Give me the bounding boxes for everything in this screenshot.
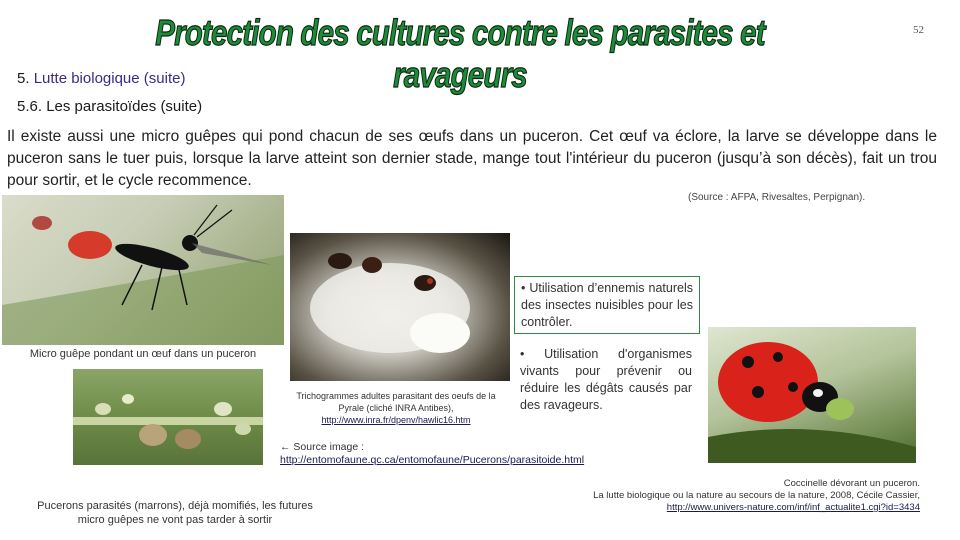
trichogramma-photo [290,233,510,381]
wasp-photo [2,195,284,345]
trichogramma-caption-text: Trichogrammes adultes parasitant des oeufs de la Pyrale (cliché INRA Antibes), [296,391,496,413]
source-image [280,441,585,467]
page-number: 52 [913,24,924,36]
ladybug-caption-line1: Coccinelle dévorant un puceron. [783,478,920,489]
bullet-box-enemies: • Utilisation d’ennemis naturels des insectes nuisibles pour les contrôler. [514,276,700,334]
wasp-illustration [2,195,284,345]
section-number: 5. [17,70,30,87]
aphids-photo [73,369,263,465]
ladybug-link[interactable]: http://www.univers-nature.com/inf/inf_actualite1.cgi?id=3434 [666,502,920,513]
ladybug-photo [708,327,916,463]
arrow-left-icon: ← [280,441,291,453]
ladybug-caption-line2: La lutte biologique ou la nature au secours de la nature, 2008, Cécile Cassier, [593,490,920,501]
section-heading [17,70,185,87]
trichogramma-illustration [290,233,510,381]
source-image-label [280,441,510,454]
intro-paragraph: Il existe aussi une micro guêpes qui pond chacun de ses œufs dans un puceron. Cet œuf va éclore, la larve se développe dans le puceron sans le tuer puis, lorsque la larve atteint son dernier stade, mange tout l'intérieur du puceron (jusqu’à son décès), fait un trou pour sortir, et le cycle recommence. [7,128,937,189]
source-note: (Source : AFPA, Rivesaltes, Perpignan). [688,192,866,203]
subsection-title: Les parasitoïdes (suite) [46,98,203,115]
bullet-organisms: • Utilisation d'organismes vivants pour prévenir ou réduire les dégâts causés par des ravageurs. [520,347,692,412]
wasp-caption: Micro guêpe pondant un œuf dans un puceron [29,348,257,360]
ladybug-caption [560,478,920,514]
section-title: Lutte biologique (suite) [33,70,186,87]
source-image-link[interactable]: http://entomofaune.qc.ca/entomofaune/Pucerons/parasitoide.html [280,454,585,466]
trichogramma-link[interactable]: http://www.inra.fr/dpenv/hawlic16.htm [321,415,471,425]
subsection-heading [17,98,202,115]
slide-title: Protection des cultures contre les parasites et ravageurs [155,12,765,95]
source-image-label-text: Source image : [293,441,365,453]
trichogramma-caption [288,390,504,426]
subsection-number: 5.6. [17,98,43,115]
ladybug-illustration [708,327,916,463]
aphids-caption: Pucerons parasités (marrons), déjà momifiés, les futures micro guêpes ne vont pas tarder à sortir [37,500,313,526]
aphids-illustration [73,369,263,465]
